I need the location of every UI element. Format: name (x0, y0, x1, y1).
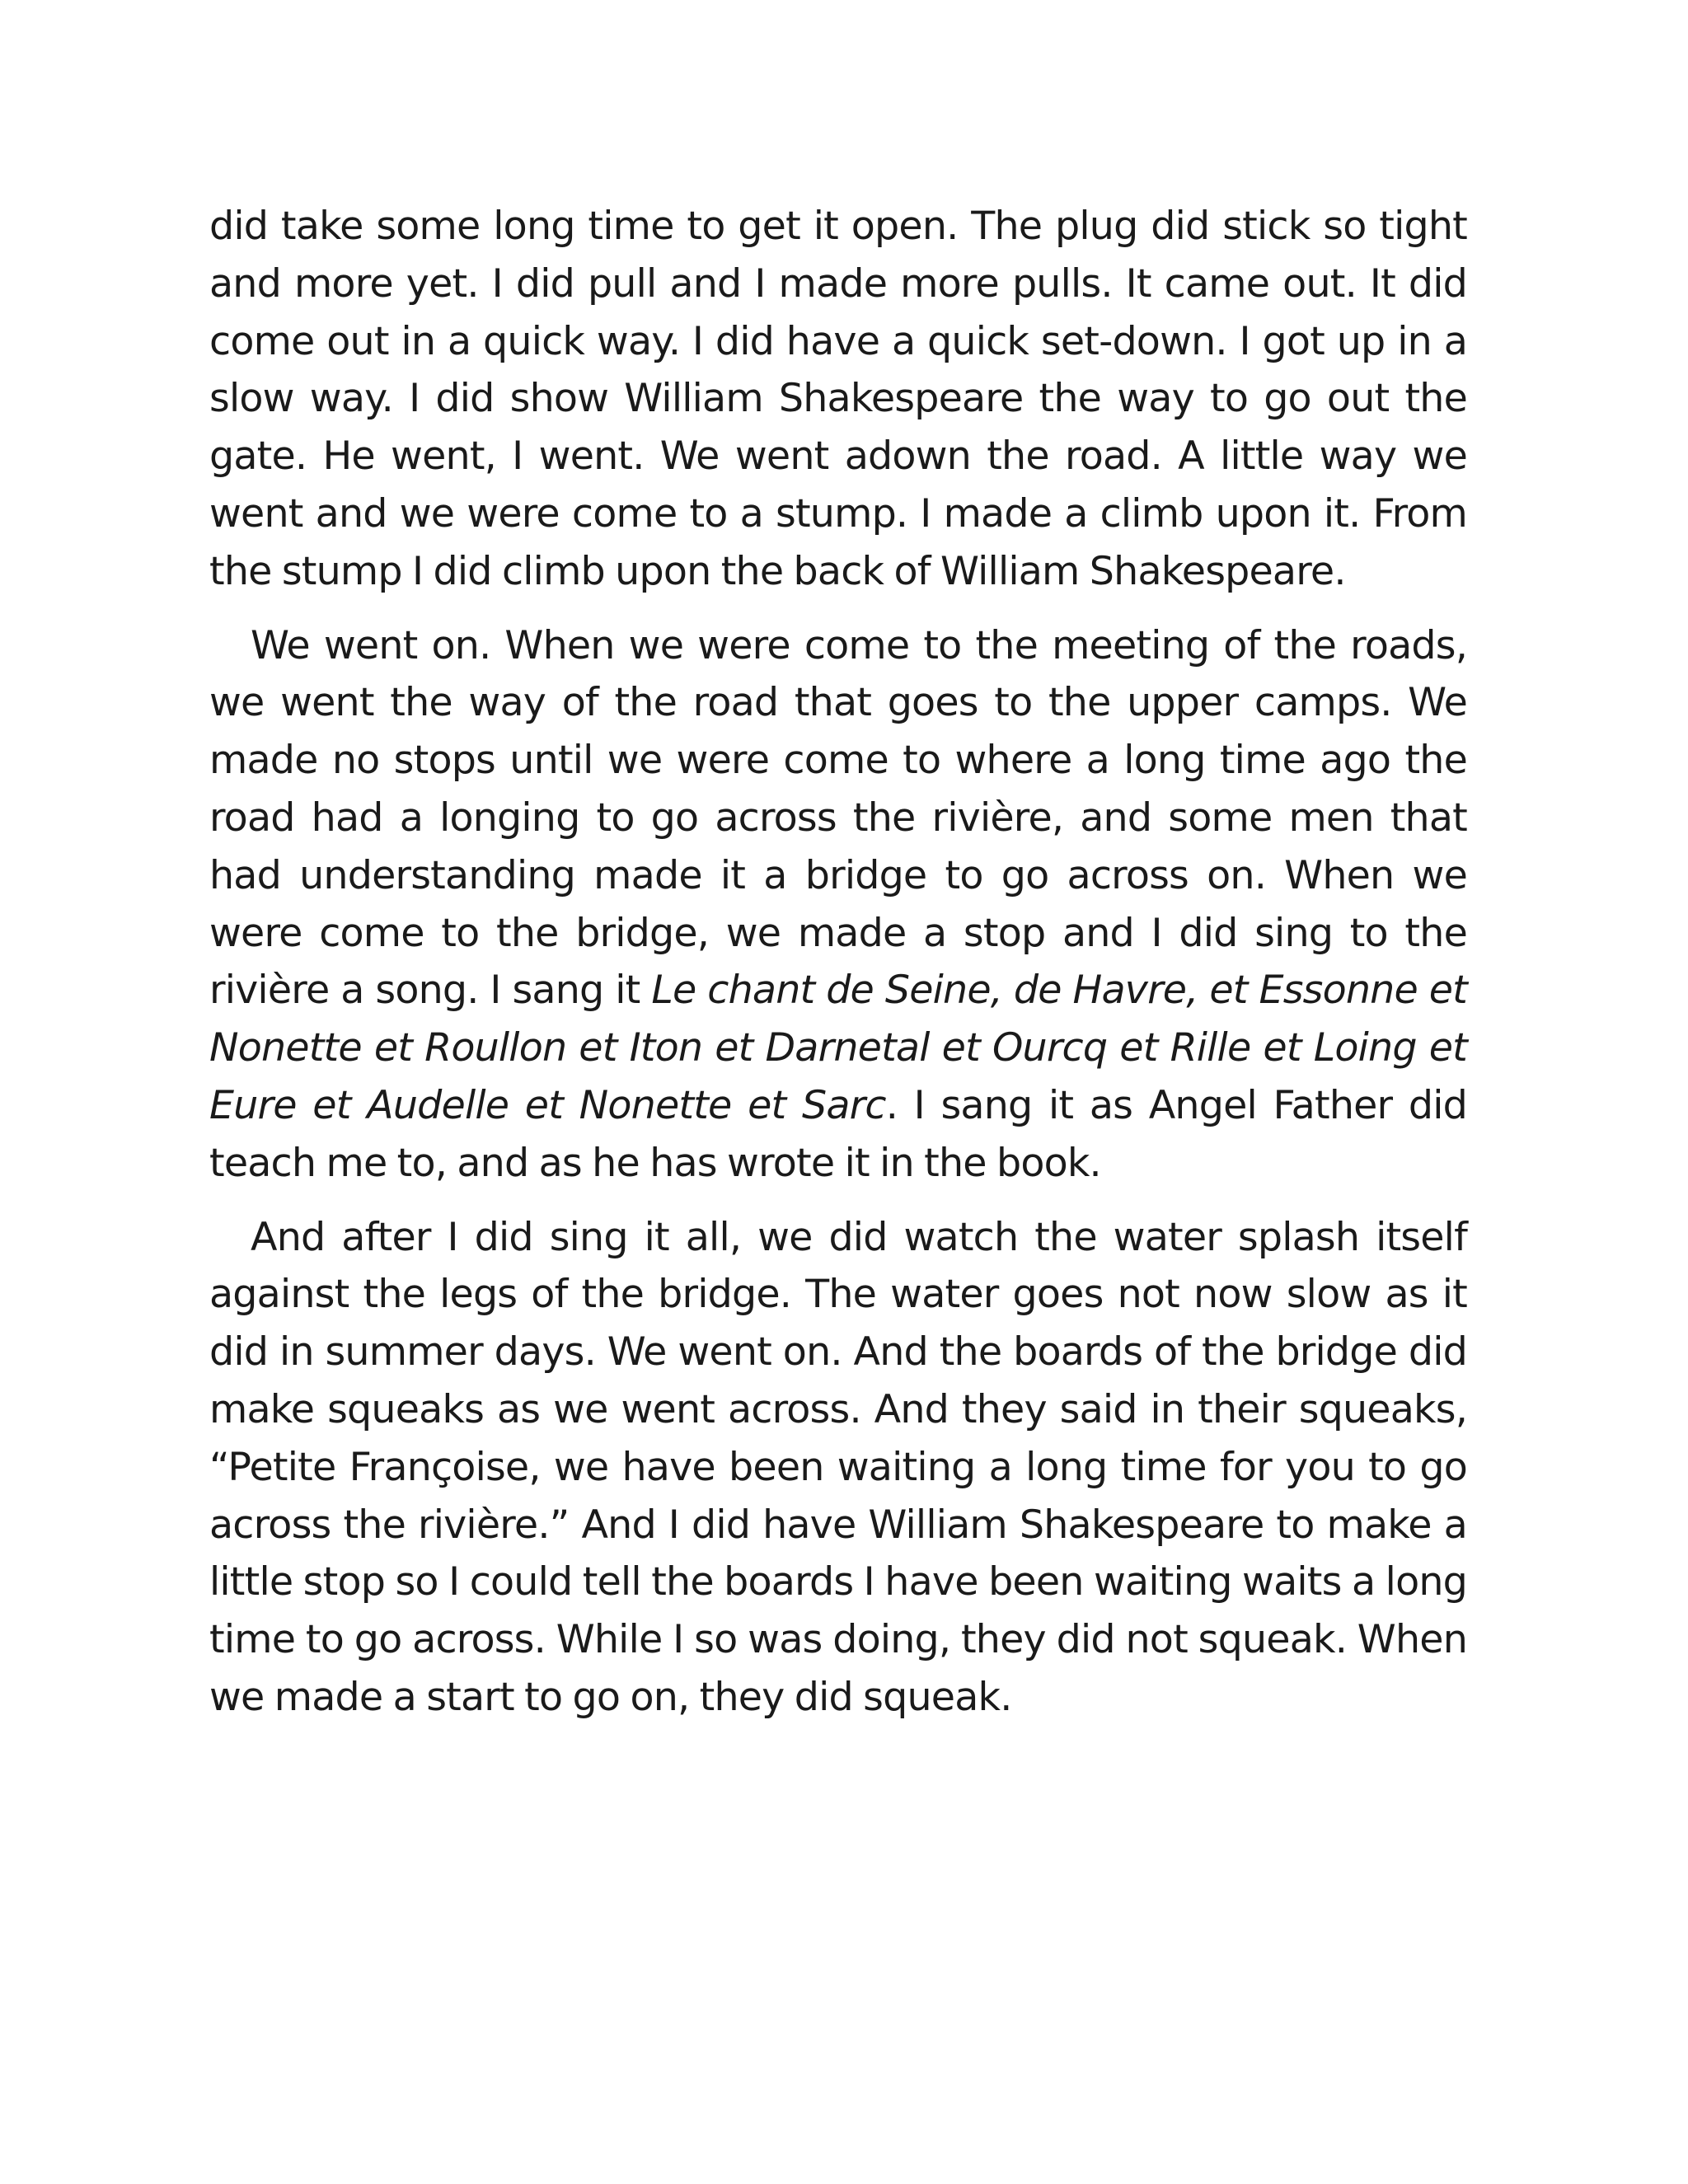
paragraph-1-text: did take some long time to get it open. The plug did stick so tight and more yet. I did pull and I made more pulls. It came out. It did come out in a quick way. I did have a quick set-down. I got up in a slow way. I did show William Shakespeare the way to go out the gate. He went, I went. We went adown the road. A little way we went and we were come to a stump. I made a climb upon it. From the stump I did climb upon the back of William Shakespeare. (209, 204, 1467, 594)
paragraph-3-text: And after I did sing it all, we did watch the water splash itself against the legs of the bridge. The water goes not now slow as it did in summer days. We went on. And the boards of the bridge did make squeaks as we went across. And they said in their squeaks, “Petite Françoise, we have been waiting a long time for you to go across the rivière.” And I did have William Shakespeare to make a little stop so I could tell the boards I have been waiting waits a long time to go across. While I so was doing, they did not squeak. When we made a start to go on, they did squeak. (209, 1214, 1467, 1720)
paragraph-2 (209, 617, 1467, 1193)
paragraph-2-text-before: We went on. When we were come to the meeting of the roads, we went the way of the road that goes to the upper camps. We made no stops until we were come to where a long time ago the road had a longing to go across the rivière, and some men that had understanding made it a bridge to go across on. When we were come to the bridge, we made a stop and I did sing to the rivière a song. I sang it (209, 622, 1467, 1014)
body-text (209, 198, 1467, 1743)
paragraph-2-text-after: . I sang it as Angel Father did teach me to, and as he has wrote it in the book. (209, 1082, 1468, 1186)
paragraph-1 (209, 198, 1467, 601)
paragraph-3 (209, 1209, 1467, 1727)
song-title: Le chant de Seine, de Havre, et Essonne et Nonette et Roullon et Iton et Darnetal et Ourcq et Rille et Loing et Eure et Audelle et Nonette et Sarc (209, 968, 1467, 1128)
